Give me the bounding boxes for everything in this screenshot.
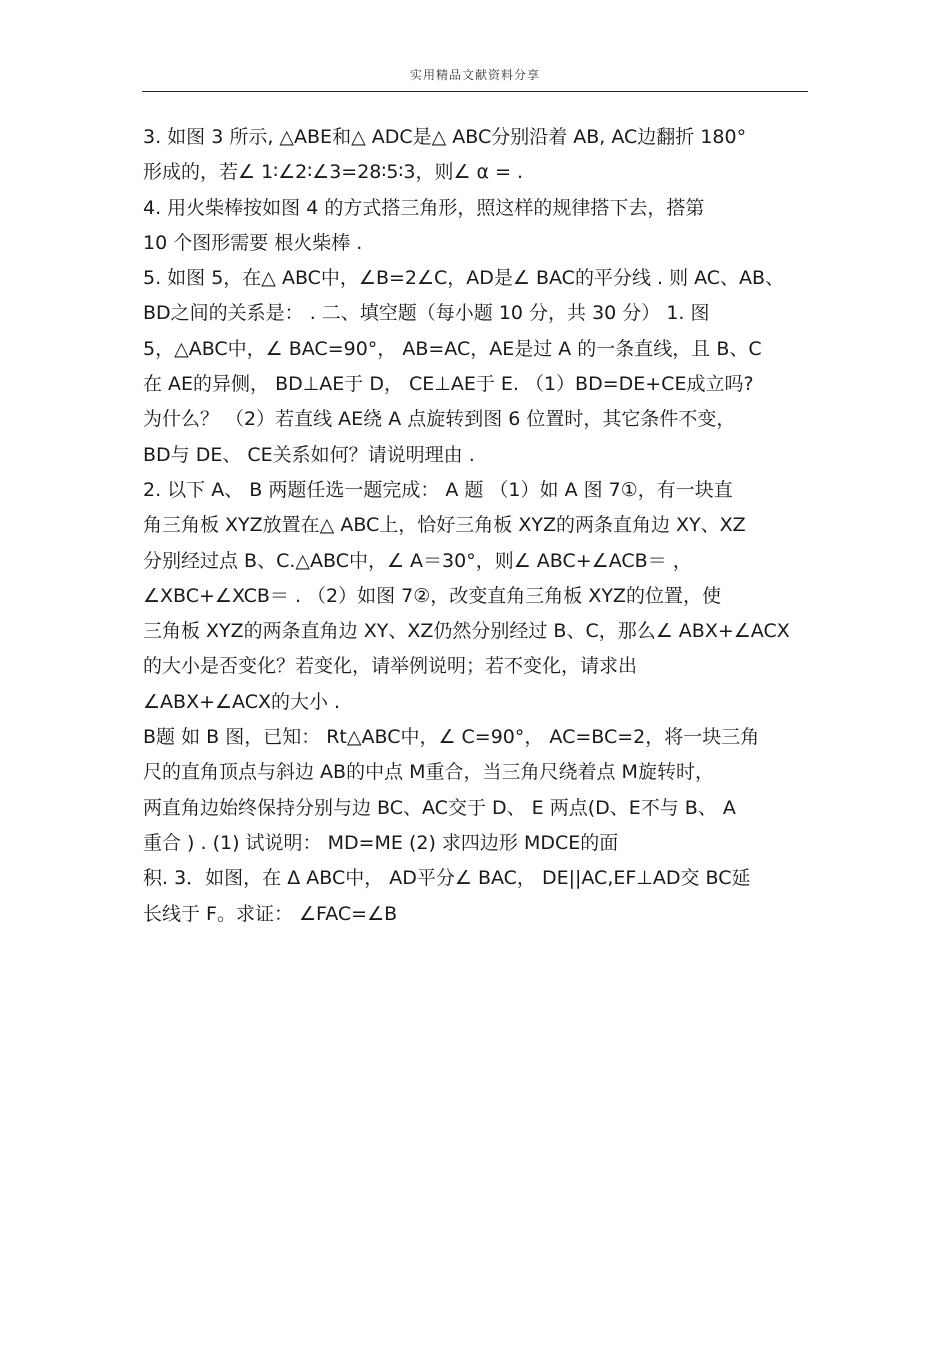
text-line: ∠ABX+∠ACX的大小 . xyxy=(143,690,341,713)
text-line: 的大小是否变化？若变化，请举例说明；若不变化，请求出 xyxy=(143,655,638,678)
text-line: 分别经过点 B、C.△ABC中，∠ A＝30°，则∠ ABC+∠ACB＝ ， xyxy=(143,549,692,572)
text-line: 形成的，若∠ 1∶∠2∶∠3=28∶5∶3，则∠ α = . xyxy=(143,161,524,184)
text-line: 5. 如图 5，在△ ABC中，∠B=2∠C，AD是∠ BAC的平分线 . 则 AC、AB、 xyxy=(143,267,785,290)
text-line: 角三角板 XYZ放置在△ ABC上，恰好三角板 XYZ的两条直角边 XY、XZ xyxy=(143,514,746,537)
text-line: ∠XBC+∠XCB＝ . （2）如图 7②，改变直角三角板 XYZ的位置，使 xyxy=(143,584,721,607)
text-line: 3. 如图 3 所示, △ABE和△ ADC是△ ABC分别沿着 AB, AC边翻折 180° xyxy=(143,126,747,148)
text-line: 积. 3．如图，在 Δ ABC中， AD平分∠ BAC， DE||AC,EF⊥AD交 BC延 xyxy=(143,867,751,890)
text-line: B题 如 B 图，已知： Rt△ABC中，∠ C=90°， AC=BC=2，将一块三角 xyxy=(143,726,760,749)
text-line: 在 AE的异侧， BD⊥AE于 D， CE⊥AE于 E. （1）BD=DE+CE成立吗? xyxy=(143,373,754,396)
text-line: BD之间的关系是： . 二、填空题（每小题 10 分，共 30 分） 1. 图 xyxy=(143,302,710,325)
text-line: 2. 以下 A、 B 两题任选一题完成： A 题 （1）如 A 图 7①，有一块直 xyxy=(143,478,733,501)
text-line: 5，△ABC中，∠ BAC=90°， AB=AC，AE是过 A 的一条直线，且 B、C xyxy=(143,337,762,360)
text-line: 为什么？ （2）若直线 AE绕 A 点旋转到图 6 位置时，其它条件不变， xyxy=(143,408,736,431)
text-line: BD与 DE、 CE关系如何？请说明理由 . xyxy=(143,443,475,466)
document-body xyxy=(143,120,823,932)
text-line: 10 个图形需要 根火柴棒 . xyxy=(143,231,363,254)
page-header: 实用精品文献资料分享 xyxy=(409,68,540,82)
text-line: 三角板 XYZ的两条直角边 XY、XZ仍然分别经过 B、C，那么∠ ABX+∠ACX xyxy=(143,620,790,643)
text-line: 长线于 F。求证： ∠FAC=∠B xyxy=(143,902,398,925)
text-line: 两直角边始终保持分别与边 BC、AC交于 D、 E 两点(D、E不与 B、 A xyxy=(143,796,736,819)
text-line: 4. 用火柴棒按如图 4 的方式搭三角形，照这样的规律搭下去，搭第 xyxy=(143,196,705,219)
header-divider xyxy=(142,91,808,92)
text-line: 重合 ) . (1) 试说明： MD=ME (2) 求四边形 MDCE的面 xyxy=(143,831,619,854)
text-line: 尺的直角顶点与斜边 AB的中点 M重合，当三角尺绕着点 M旋转时， xyxy=(143,761,714,784)
